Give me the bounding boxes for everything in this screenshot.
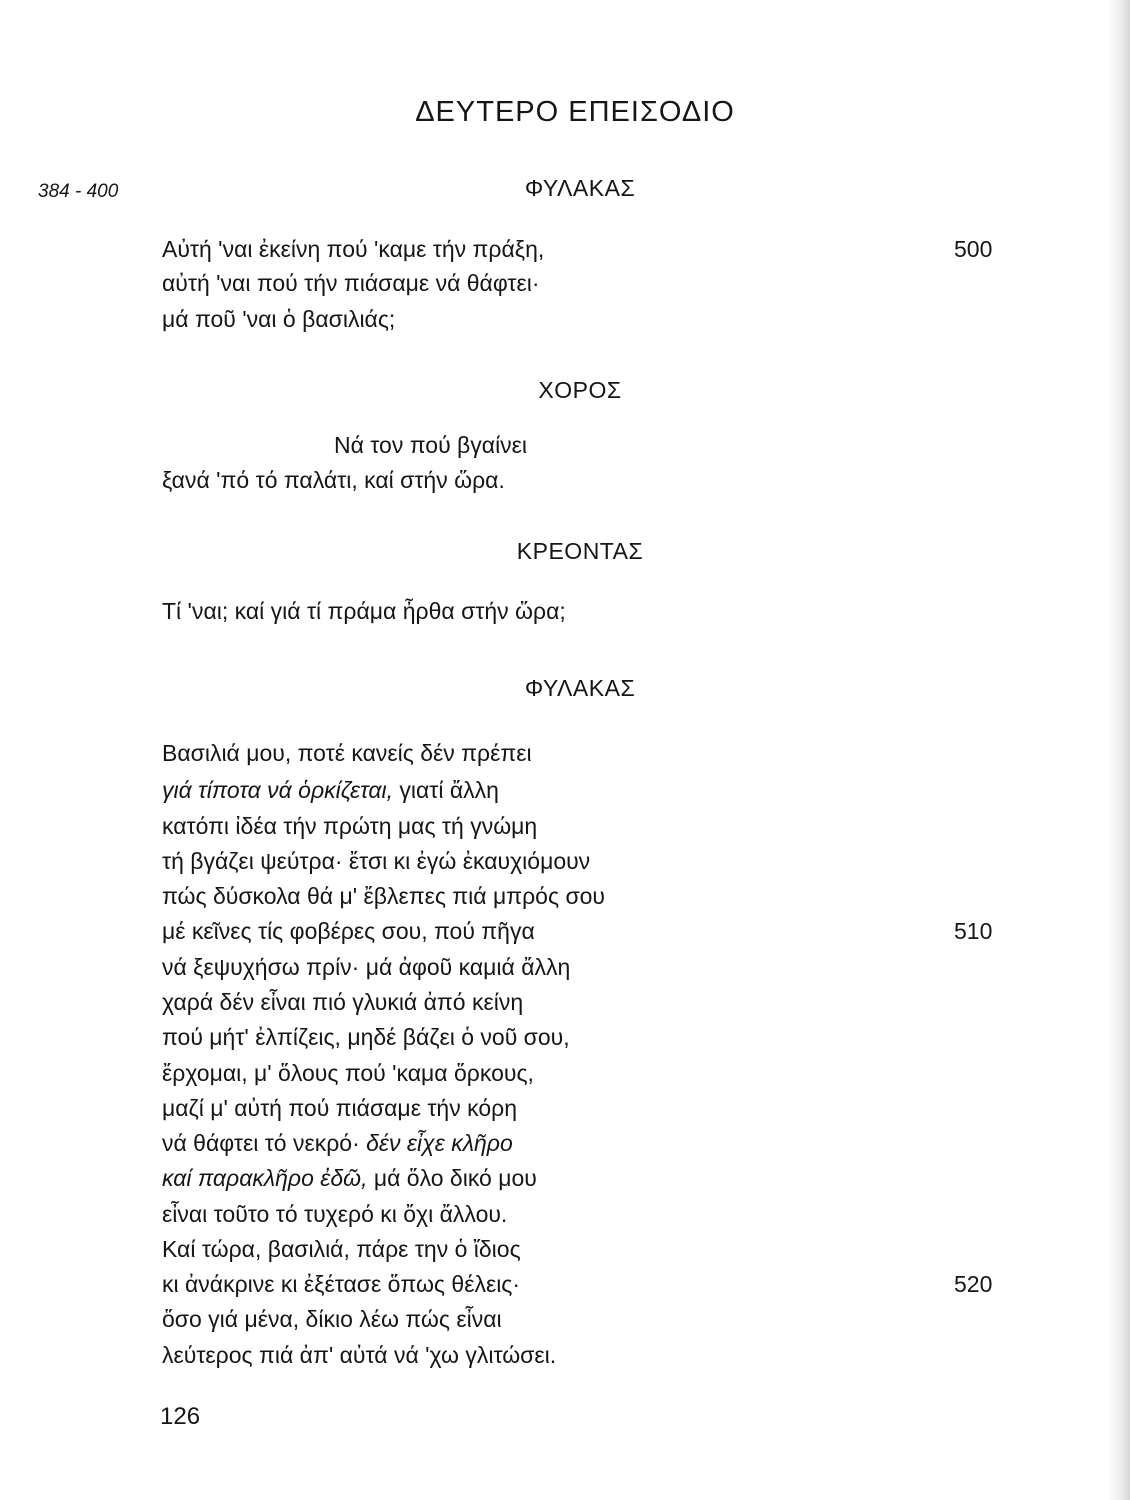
speaker-label-fylakas: ΦΥΛΑΚΑΣ bbox=[524, 675, 636, 701]
verse-line: Τί 'ναι; καί γιά τί πράμα ἦρθα στήν ὥρα; bbox=[162, 598, 566, 624]
verse-italic-phrase: γιά τίποτα νά ὁρκίζεται, bbox=[162, 777, 393, 803]
verse-line: χαρά δέν εἶναι πιό γλυκιά ἀπό κείνη bbox=[162, 989, 524, 1015]
verse-line: Καί τώρα, βασιλιά, πάρε την ὁ ἴδιος bbox=[162, 1236, 521, 1262]
line-number: 520 bbox=[954, 1271, 993, 1297]
speaker-label-kreontas: ΚΡΕΟΝΤΑΣ bbox=[516, 538, 644, 564]
speaker-label-choros: ΧΟΡΟΣ bbox=[538, 377, 622, 403]
verse-line: Βασιλιά μου, ποτέ κανείς δέν πρέπει bbox=[162, 740, 532, 766]
line-number: 500 bbox=[954, 236, 993, 262]
verse-line: κι ἀνάκρινε κι ἐξέτασε ὅπως θέλεις· bbox=[162, 1271, 521, 1297]
verse-line: αὐτή 'ναι πού τήν πιάσαμε νά θάφτει· bbox=[162, 270, 540, 296]
verse-text: γιατί ἄλλη bbox=[393, 777, 499, 803]
verse-line: τή βγάζει ψεύτρα· ἔτσι κι ἐγώ ἐκαυχιόμουν bbox=[162, 848, 591, 874]
verse-line: ἔρχομαι, μ' ὅλους πού 'καμα ὅρκους, bbox=[162, 1060, 534, 1086]
verse-line: λεύτερος πιά ἀπ' αὐτά νά 'χω γλιτώσει. bbox=[162, 1342, 557, 1368]
page-number: 126 bbox=[160, 1403, 201, 1430]
verse-text: μά ὅλο δικό μου bbox=[367, 1165, 537, 1191]
verse-line bbox=[162, 1165, 537, 1192]
verse-line: Νά τον πού βγαίνει bbox=[334, 432, 528, 458]
line-number: 510 bbox=[954, 918, 993, 944]
verse-line: εἶναι τοῦτο τό τυχερό κι ὄχι ἄλλου. bbox=[162, 1201, 508, 1227]
verse-italic-phrase: καί παρακλῆρο ἐδῶ, bbox=[162, 1165, 368, 1191]
speaker-label-fylakas: ΦΥΛΑΚΑΣ bbox=[524, 175, 636, 201]
verse-line: μά ποῦ 'ναι ὁ βασιλιάς; bbox=[162, 306, 396, 332]
verse-line: μέ κεῖνες τίς φοβέρες σου, πού πῆγα bbox=[162, 918, 535, 944]
verse-line: ξανά 'πό τό παλάτι, καί στήν ὥρα. bbox=[162, 467, 505, 493]
verse-line: πώς δύσκολα θά μ' ἔβλεπες πιά μπρός σου bbox=[162, 883, 606, 909]
verse-line: ὅσο γιά μένα, δίκιο λέω πώς εἶναι bbox=[162, 1306, 502, 1332]
verse-line: πού μήτ' ἐλπίζεις, μηδέ βάζει ὁ νοῦ σου, bbox=[162, 1024, 570, 1050]
verse-line: νά ξεψυχήσω πρίν· μά ἀφοῦ καμιά ἄλλη bbox=[162, 954, 571, 980]
original-line-reference: 384 - 400 bbox=[38, 181, 119, 202]
verse-line: μαζί μ' αὐτή πού πιάσαμε τήν κόρη bbox=[162, 1095, 517, 1121]
page-edge-shadow bbox=[1108, 0, 1130, 1500]
verse-line: Αὐτή 'ναι ἐκείνη πού 'καμε τήν πράξη, bbox=[162, 236, 545, 262]
episode-title: ΔΕΥΤΕΡΟ ΕΠΕΙΣΟΔΙΟ bbox=[415, 96, 735, 128]
verse-line bbox=[162, 777, 499, 804]
verse-line: κατόπι ἰδέα τήν πρώτη μας τή γνώμη bbox=[162, 813, 538, 839]
verse-italic-phrase: δέν εἶχε κλῆρο bbox=[366, 1130, 513, 1156]
verse-line bbox=[162, 1130, 513, 1157]
verse-text: νά θάφτει τό νεκρό· bbox=[162, 1130, 367, 1156]
